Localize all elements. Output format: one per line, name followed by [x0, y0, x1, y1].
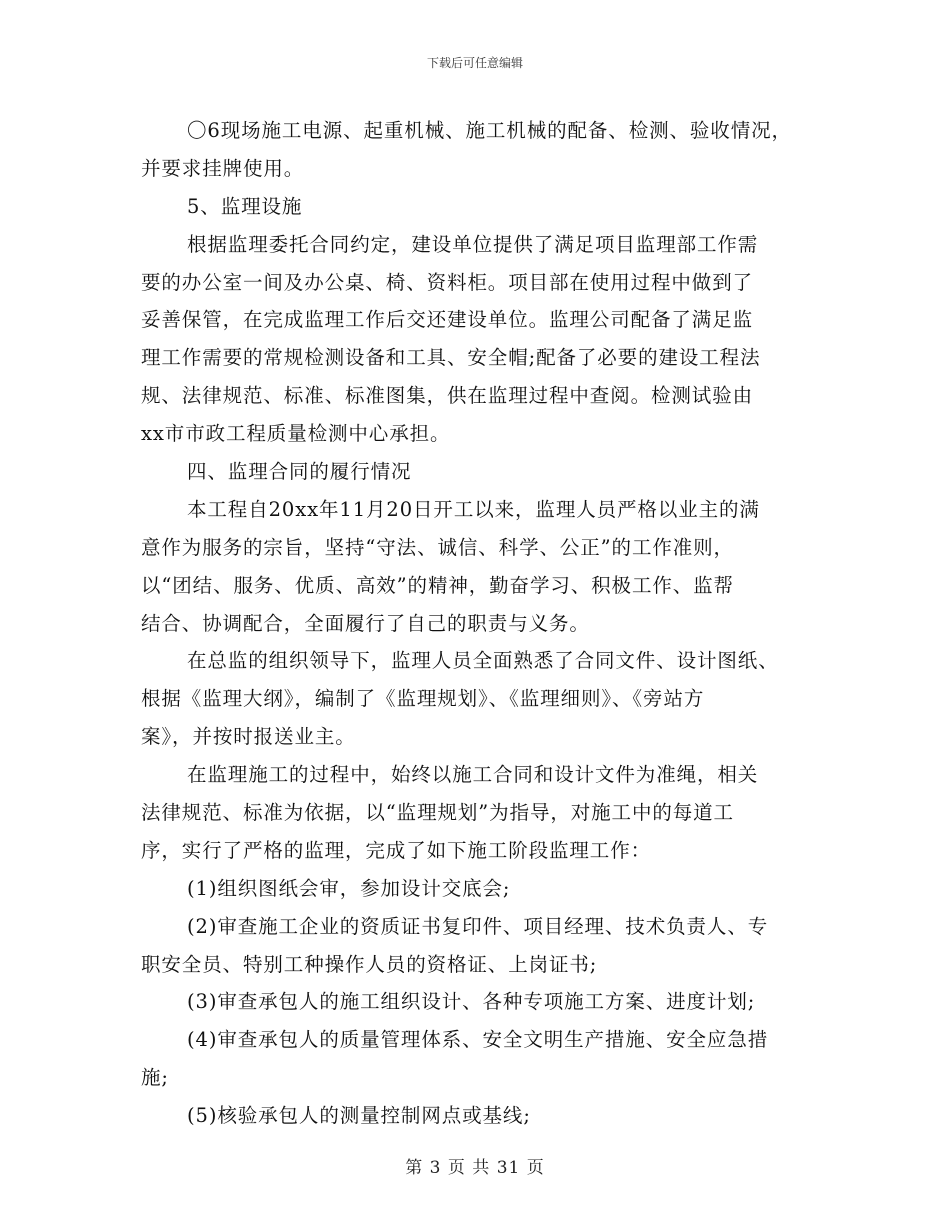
page-header-note: 下载后可任意编辑: [426, 56, 523, 70]
body-line: (3)审查承包人的施工组织设计、各种专项施工方案、进度计划;: [187, 990, 756, 1014]
body-line: (2)审查施工企业的资质证书复印件、项目经理、技术负责人、专: [187, 914, 769, 938]
body-line: 在总监的组织领导下，监理人员全面熟悉了合同文件、设计图纸、: [187, 649, 779, 673]
page-number: 第 3 页 共 31 页: [405, 1158, 545, 1178]
document-body: [141, 112, 821, 1135]
body-line: 法律规范、标准为依据，以“监理规划”为指导，对施工中的每道工: [141, 801, 734, 825]
body-line: 意作为服务的宗旨，坚持“守法、诚信、科学、公正”的工作准则，: [141, 535, 734, 559]
body-line: 在监理施工的过程中，始终以施工合同和设计文件为准绳，相关: [187, 763, 759, 787]
body-line: 施;: [141, 1066, 169, 1090]
body-line: 职安全员、特别工种操作人员的资格证、上岗证书;: [141, 952, 598, 976]
body-line: 妥善保管，在完成监理工作后交还建设单位。监理公司配备了满足监: [141, 308, 754, 332]
body-line: 理工作需要的常规检测设备和工具、安全帽;配备了必要的建设工程法: [141, 346, 761, 370]
body-line: 根据《监理大纲》，编制了《监理规划》、《监理细则》、《旁站方: [141, 687, 705, 711]
body-line: 根据监理委托合同约定，建设单位提供了满足项目监理部工作需: [187, 232, 759, 256]
body-line: (4)审查承包人的质量管理体系、安全文明生产措施、安全应急措: [187, 1028, 769, 1052]
body-line: 并要求挂牌使用。: [141, 156, 305, 180]
body-line: 5、监理设施: [187, 194, 303, 218]
body-line: 以“团结、服务、优质、高效”的精神，勤奋学习、积极工作、监帮: [141, 573, 734, 597]
body-line: 案》，并按时报送业主。: [141, 725, 356, 749]
body-line: 本工程自20xx年11月20日开工以来，监理人员严格以业主的满: [187, 497, 760, 521]
body-line: xx市市政工程质量检测中心承担。: [141, 422, 451, 446]
body-line: 四、监理合同的履行情况: [187, 460, 412, 484]
body-line: (5)核验承包人的测量控制网点或基线;: [187, 1104, 531, 1128]
body-line: (1)组织图纸会审，参加设计交底会;: [187, 876, 511, 900]
body-line: 〇6现场施工电源、起重机械、施工机械的配备、检测、验收情况，: [187, 119, 792, 142]
body-line: 序，实行了严格的监理，完成了如下施工阶段监理工作：: [141, 838, 652, 862]
body-line: 要的办公室一间及办公桌、椅、资料柜。项目部在使用过程中做到了: [141, 270, 754, 294]
body-line: 规、法律规范、标准、标准图集，供在监理过程中查阅。检测试验由: [141, 384, 754, 408]
body-line: 结合、协调配合，全面履行了自己的职责与义务。: [141, 611, 590, 635]
